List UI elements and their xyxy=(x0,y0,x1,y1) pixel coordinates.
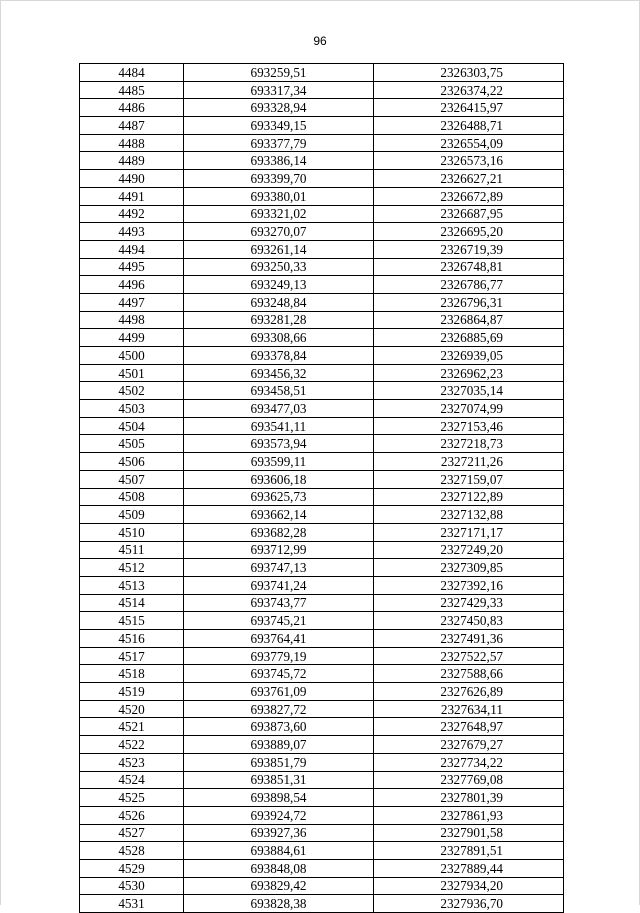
table-row xyxy=(80,187,564,205)
point-number-cell: 4489 xyxy=(80,152,184,170)
y-coordinate-cell: 2327218,73 xyxy=(374,435,564,453)
y-coordinate-cell: 2327634,11 xyxy=(374,700,564,718)
point-number-cell: 4525 xyxy=(80,789,184,807)
table-row xyxy=(80,877,564,895)
y-coordinate-cell: 2327901,58 xyxy=(374,824,564,842)
x-coordinate-cell: 693259,51 xyxy=(184,64,374,82)
x-coordinate-cell: 693741,24 xyxy=(184,576,374,594)
point-number-cell: 4508 xyxy=(80,488,184,506)
x-coordinate-cell: 693328,94 xyxy=(184,99,374,117)
x-coordinate-cell: 693399,70 xyxy=(184,170,374,188)
y-coordinate-cell: 2327936,70 xyxy=(374,895,564,913)
y-coordinate-cell: 2326303,75 xyxy=(374,64,564,82)
y-coordinate-cell: 2327392,16 xyxy=(374,576,564,594)
x-coordinate-cell: 693386,14 xyxy=(184,152,374,170)
y-coordinate-cell: 2327891,51 xyxy=(374,842,564,860)
point-number-cell: 4506 xyxy=(80,453,184,471)
y-coordinate-cell: 2327491,36 xyxy=(374,630,564,648)
x-coordinate-cell: 693250,33 xyxy=(184,258,374,276)
point-number-cell: 4507 xyxy=(80,470,184,488)
point-number-cell: 4531 xyxy=(80,895,184,913)
point-number-cell: 4501 xyxy=(80,364,184,382)
y-coordinate-cell: 2326488,71 xyxy=(374,117,564,135)
point-number-cell: 4529 xyxy=(80,859,184,877)
x-coordinate-cell: 693827,72 xyxy=(184,700,374,718)
table-row xyxy=(80,559,564,577)
x-coordinate-cell: 693745,21 xyxy=(184,612,374,630)
table-row xyxy=(80,753,564,771)
x-coordinate-cell: 693249,13 xyxy=(184,276,374,294)
point-number-cell: 4511 xyxy=(80,541,184,559)
point-number-cell: 4521 xyxy=(80,718,184,736)
x-coordinate-cell: 693745,72 xyxy=(184,665,374,683)
table-row xyxy=(80,683,564,701)
x-coordinate-cell: 693898,54 xyxy=(184,789,374,807)
table-row xyxy=(80,99,564,117)
x-coordinate-cell: 693743,77 xyxy=(184,594,374,612)
table-row xyxy=(80,824,564,842)
y-coordinate-cell: 2326374,22 xyxy=(374,81,564,99)
point-number-cell: 4527 xyxy=(80,824,184,842)
table-row xyxy=(80,329,564,347)
point-number-cell: 4493 xyxy=(80,223,184,241)
table-row xyxy=(80,541,564,559)
x-coordinate-cell: 693927,36 xyxy=(184,824,374,842)
table-row xyxy=(80,117,564,135)
point-number-cell: 4495 xyxy=(80,258,184,276)
point-number-cell: 4517 xyxy=(80,647,184,665)
x-coordinate-cell: 693317,34 xyxy=(184,81,374,99)
point-number-cell: 4490 xyxy=(80,170,184,188)
x-coordinate-cell: 693625,73 xyxy=(184,488,374,506)
table-row xyxy=(80,506,564,524)
x-coordinate-cell: 693829,42 xyxy=(184,877,374,895)
x-coordinate-cell: 693764,41 xyxy=(184,630,374,648)
table-row xyxy=(80,417,564,435)
point-number-cell: 4487 xyxy=(80,117,184,135)
table-row xyxy=(80,576,564,594)
table-row xyxy=(80,347,564,365)
y-coordinate-cell: 2327074,99 xyxy=(374,400,564,418)
y-coordinate-cell: 2327035,14 xyxy=(374,382,564,400)
table-row xyxy=(80,665,564,683)
point-number-cell: 4499 xyxy=(80,329,184,347)
y-coordinate-cell: 2327429,33 xyxy=(374,594,564,612)
point-number-cell: 4520 xyxy=(80,700,184,718)
point-number-cell: 4505 xyxy=(80,435,184,453)
x-coordinate-cell: 693458,51 xyxy=(184,382,374,400)
point-number-cell: 4509 xyxy=(80,506,184,524)
table-row xyxy=(80,612,564,630)
x-coordinate-cell: 693456,32 xyxy=(184,364,374,382)
x-coordinate-cell: 693573,94 xyxy=(184,435,374,453)
x-coordinate-cell: 693712,99 xyxy=(184,541,374,559)
point-number-cell: 4502 xyxy=(80,382,184,400)
y-coordinate-cell: 2327679,27 xyxy=(374,736,564,754)
coordinates-table xyxy=(79,63,564,913)
point-number-cell: 4519 xyxy=(80,683,184,701)
table-row xyxy=(80,470,564,488)
point-number-cell: 4515 xyxy=(80,612,184,630)
table-row xyxy=(80,789,564,807)
x-coordinate-cell: 693308,66 xyxy=(184,329,374,347)
x-coordinate-cell: 693761,09 xyxy=(184,683,374,701)
table-row xyxy=(80,223,564,241)
y-coordinate-cell: 2326939,05 xyxy=(374,347,564,365)
page-edge-left xyxy=(0,0,1,905)
x-coordinate-cell: 693747,13 xyxy=(184,559,374,577)
point-number-cell: 4488 xyxy=(80,134,184,152)
x-coordinate-cell: 693848,08 xyxy=(184,859,374,877)
y-coordinate-cell: 2326627,21 xyxy=(374,170,564,188)
y-coordinate-cell: 2326687,95 xyxy=(374,205,564,223)
y-coordinate-cell: 2326864,87 xyxy=(374,311,564,329)
y-coordinate-cell: 2327889,44 xyxy=(374,859,564,877)
x-coordinate-cell: 693599,11 xyxy=(184,453,374,471)
point-number-cell: 4498 xyxy=(80,311,184,329)
point-number-cell: 4526 xyxy=(80,806,184,824)
y-coordinate-cell: 2327588,66 xyxy=(374,665,564,683)
point-number-cell: 4528 xyxy=(80,842,184,860)
point-number-cell: 4516 xyxy=(80,630,184,648)
y-coordinate-cell: 2327153,46 xyxy=(374,417,564,435)
point-number-cell: 4496 xyxy=(80,276,184,294)
x-coordinate-cell: 693924,72 xyxy=(184,806,374,824)
x-coordinate-cell: 693779,19 xyxy=(184,647,374,665)
y-coordinate-cell: 2327122,89 xyxy=(374,488,564,506)
y-coordinate-cell: 2327249,20 xyxy=(374,541,564,559)
x-coordinate-cell: 693281,28 xyxy=(184,311,374,329)
coordinates-table-body xyxy=(80,64,564,913)
y-coordinate-cell: 2326672,89 xyxy=(374,187,564,205)
table-row xyxy=(80,382,564,400)
table-row xyxy=(80,806,564,824)
x-coordinate-cell: 693248,84 xyxy=(184,293,374,311)
x-coordinate-cell: 693873,60 xyxy=(184,718,374,736)
x-coordinate-cell: 693884,61 xyxy=(184,842,374,860)
y-coordinate-cell: 2327211,26 xyxy=(374,453,564,471)
point-number-cell: 4518 xyxy=(80,665,184,683)
x-coordinate-cell: 693662,14 xyxy=(184,506,374,524)
x-coordinate-cell: 693606,18 xyxy=(184,470,374,488)
point-number-cell: 4494 xyxy=(80,240,184,258)
point-number-cell: 4503 xyxy=(80,400,184,418)
point-number-cell: 4500 xyxy=(80,347,184,365)
y-coordinate-cell: 2326719,39 xyxy=(374,240,564,258)
y-coordinate-cell: 2327801,39 xyxy=(374,789,564,807)
table-row xyxy=(80,647,564,665)
table-row xyxy=(80,523,564,541)
table-row xyxy=(80,205,564,223)
table-row xyxy=(80,258,564,276)
point-number-cell: 4486 xyxy=(80,99,184,117)
y-coordinate-cell: 2327648,97 xyxy=(374,718,564,736)
y-coordinate-cell: 2326695,20 xyxy=(374,223,564,241)
y-coordinate-cell: 2326786,77 xyxy=(374,276,564,294)
page-edge-top xyxy=(0,0,640,1)
table-row xyxy=(80,435,564,453)
table-row xyxy=(80,718,564,736)
table-row xyxy=(80,895,564,913)
point-number-cell: 4492 xyxy=(80,205,184,223)
y-coordinate-cell: 2327450,83 xyxy=(374,612,564,630)
table-row xyxy=(80,81,564,99)
table-row xyxy=(80,594,564,612)
y-coordinate-cell: 2327734,22 xyxy=(374,753,564,771)
point-number-cell: 4524 xyxy=(80,771,184,789)
point-number-cell: 4510 xyxy=(80,523,184,541)
y-coordinate-cell: 2327132,88 xyxy=(374,506,564,524)
point-number-cell: 4504 xyxy=(80,417,184,435)
y-coordinate-cell: 2327861,93 xyxy=(374,806,564,824)
table-row xyxy=(80,630,564,648)
point-number-cell: 4491 xyxy=(80,187,184,205)
point-number-cell: 4512 xyxy=(80,559,184,577)
x-coordinate-cell: 693321,02 xyxy=(184,205,374,223)
table-row xyxy=(80,736,564,754)
point-number-cell: 4497 xyxy=(80,293,184,311)
table-row xyxy=(80,400,564,418)
y-coordinate-cell: 2327159,07 xyxy=(374,470,564,488)
y-coordinate-cell: 2327522,57 xyxy=(374,647,564,665)
table-row xyxy=(80,240,564,258)
x-coordinate-cell: 693270,07 xyxy=(184,223,374,241)
y-coordinate-cell: 2326796,31 xyxy=(374,293,564,311)
table-row xyxy=(80,859,564,877)
point-number-cell: 4513 xyxy=(80,576,184,594)
x-coordinate-cell: 693851,31 xyxy=(184,771,374,789)
table-row xyxy=(80,64,564,82)
x-coordinate-cell: 693889,07 xyxy=(184,736,374,754)
y-coordinate-cell: 2326573,16 xyxy=(374,152,564,170)
point-number-cell: 4484 xyxy=(80,64,184,82)
table-row xyxy=(80,276,564,294)
y-coordinate-cell: 2327769,08 xyxy=(374,771,564,789)
table-row xyxy=(80,311,564,329)
x-coordinate-cell: 693682,28 xyxy=(184,523,374,541)
point-number-cell: 4514 xyxy=(80,594,184,612)
table-row xyxy=(80,842,564,860)
x-coordinate-cell: 693261,14 xyxy=(184,240,374,258)
table-row xyxy=(80,488,564,506)
y-coordinate-cell: 2327626,89 xyxy=(374,683,564,701)
x-coordinate-cell: 693851,79 xyxy=(184,753,374,771)
point-number-cell: 4523 xyxy=(80,753,184,771)
table-row xyxy=(80,771,564,789)
page-number: 96 xyxy=(313,34,327,48)
y-coordinate-cell: 2326415,97 xyxy=(374,99,564,117)
x-coordinate-cell: 693828,38 xyxy=(184,895,374,913)
point-number-cell: 4522 xyxy=(80,736,184,754)
table-row xyxy=(80,152,564,170)
y-coordinate-cell: 2326554,09 xyxy=(374,134,564,152)
point-number-cell: 4485 xyxy=(80,81,184,99)
y-coordinate-cell: 2326962,23 xyxy=(374,364,564,382)
y-coordinate-cell: 2327171,17 xyxy=(374,523,564,541)
y-coordinate-cell: 2326748,81 xyxy=(374,258,564,276)
x-coordinate-cell: 693349,15 xyxy=(184,117,374,135)
x-coordinate-cell: 693378,84 xyxy=(184,347,374,365)
y-coordinate-cell: 2327309,85 xyxy=(374,559,564,577)
table-row xyxy=(80,364,564,382)
y-coordinate-cell: 2327934,20 xyxy=(374,877,564,895)
x-coordinate-cell: 693541,11 xyxy=(184,417,374,435)
y-coordinate-cell: 2326885,69 xyxy=(374,329,564,347)
table-row xyxy=(80,293,564,311)
table-row xyxy=(80,453,564,471)
x-coordinate-cell: 693380,01 xyxy=(184,187,374,205)
point-number-cell: 4530 xyxy=(80,877,184,895)
table-row xyxy=(80,700,564,718)
table-row xyxy=(80,170,564,188)
x-coordinate-cell: 693477,03 xyxy=(184,400,374,418)
x-coordinate-cell: 693377,79 xyxy=(184,134,374,152)
table-row xyxy=(80,134,564,152)
